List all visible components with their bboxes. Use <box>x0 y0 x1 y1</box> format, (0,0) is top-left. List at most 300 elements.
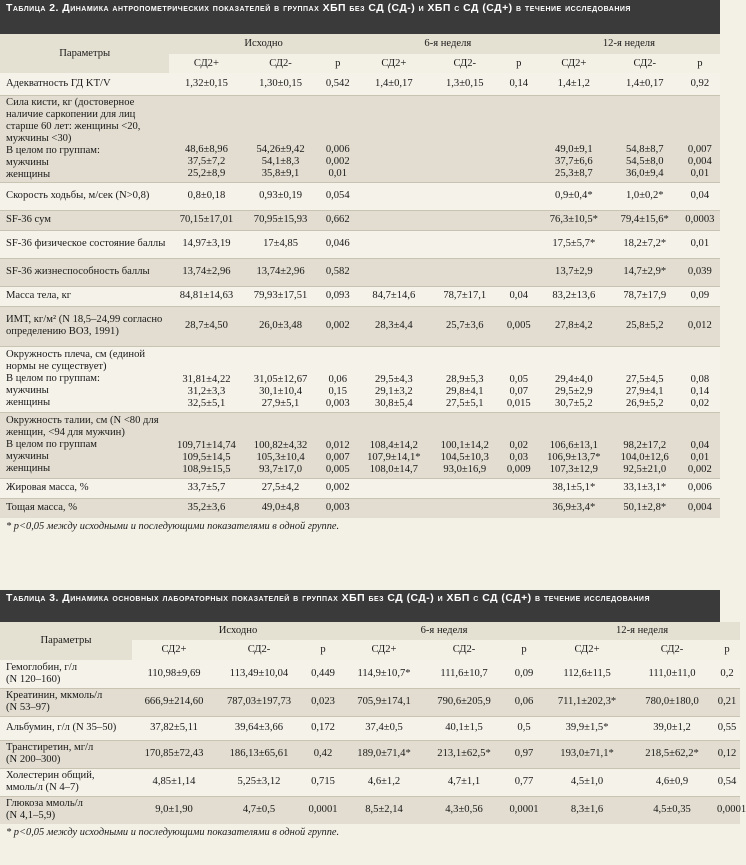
value: 0,004 <box>687 155 712 167</box>
value-cell <box>714 740 740 768</box>
value-cell <box>500 230 538 258</box>
table-row <box>0 796 740 824</box>
value: 0,0001 <box>717 804 746 816</box>
value: 105,3±10,4 <box>256 451 305 463</box>
value-cell <box>302 660 344 688</box>
value: 33,1±3,1* <box>623 482 667 493</box>
subcol-header: СД2- <box>430 54 500 73</box>
row-label-line: Альбумин, г/л (N 35–50) <box>6 722 117 733</box>
value-cell <box>318 230 358 258</box>
value: 112,6±11,5 <box>563 667 611 679</box>
value-cell <box>714 796 746 824</box>
value: 0,97 <box>514 748 534 759</box>
row-label <box>0 95 169 182</box>
value: 28,9±5,3 <box>445 373 484 385</box>
value-cell <box>344 740 424 768</box>
value: 32,5±5,1 <box>187 397 226 409</box>
value: 0,04 <box>690 439 710 451</box>
value: 170,85±72,43 <box>144 748 204 759</box>
value-cell <box>169 346 243 412</box>
value-cell <box>680 258 720 286</box>
value: 4,6±1,2 <box>367 776 401 787</box>
value: 0,005 <box>325 463 350 475</box>
value-cell <box>538 258 610 286</box>
value: 108,0±14,7 <box>369 463 418 475</box>
value: 40,1±1,5 <box>445 722 483 733</box>
value-cell <box>430 286 500 306</box>
value-cell <box>169 230 243 258</box>
row-label <box>0 478 169 498</box>
value-cell <box>424 660 504 688</box>
value-cell <box>169 182 243 210</box>
value-cell <box>504 688 544 716</box>
value-cell <box>538 286 610 306</box>
value: 111,0±11,0 <box>648 667 696 679</box>
value: 0,012 <box>687 320 712 331</box>
value: 37,4±0,5 <box>365 722 403 733</box>
table-2-body <box>0 73 720 518</box>
row-label <box>0 258 169 286</box>
value-cell <box>538 498 610 518</box>
row-label-line: Глюкоза ммоль/л <box>6 798 83 810</box>
value: 50,1±2,8* <box>623 502 667 514</box>
value-cell <box>538 412 610 478</box>
row-label-line: Окружность талии, см (N <80 для женщин, <94 для мужчин) <box>6 415 159 438</box>
value-cell <box>538 73 610 95</box>
value: 39,9±1,5* <box>565 722 609 733</box>
value-cell <box>630 796 714 824</box>
row-label-line: Сила кисти, кг (достоверное наличие саркопении для лиц старше 60 лет: женщины <20, мужчины <30) <box>6 96 141 144</box>
value-cell <box>318 498 358 518</box>
value: 0,12 <box>717 748 737 759</box>
table-row <box>0 478 720 498</box>
value: 106,9±13,7* <box>547 451 601 463</box>
value: 0,054 <box>325 190 350 201</box>
value-cell <box>244 412 318 478</box>
value-cell <box>430 73 500 95</box>
value: 113,49±10,04 <box>229 667 289 679</box>
value-cell <box>430 498 500 518</box>
row-label <box>0 412 169 478</box>
table-row <box>0 306 720 346</box>
value-cell <box>430 258 500 286</box>
value-cell <box>504 716 544 740</box>
value: 0,03 <box>509 451 529 463</box>
value: 8,3±1,6 <box>570 804 604 816</box>
row-label <box>0 286 169 306</box>
value-cell <box>680 182 720 210</box>
value: 84,7±14,6 <box>372 290 416 301</box>
value: 25,8±5,2 <box>625 320 664 331</box>
value-cell <box>318 95 358 182</box>
value: 0,01 <box>328 167 347 179</box>
value: 0,006 <box>325 143 350 155</box>
value-cell <box>318 306 358 346</box>
value: 0,449 <box>311 667 335 679</box>
table-3-body <box>0 660 746 824</box>
value: 0,004 <box>687 502 712 514</box>
value: 54,1±8,3 <box>261 155 300 167</box>
value: 30,7±5,2 <box>555 397 593 409</box>
value-cell <box>504 796 544 824</box>
value: 27,5±5,1 <box>445 397 484 409</box>
subcol-header: СД2+ <box>344 640 424 660</box>
value: 36,9±3,4* <box>552 502 596 514</box>
table-row <box>0 258 720 286</box>
value-cell <box>630 660 714 688</box>
value: 1,32±0,15 <box>184 77 228 89</box>
value: 38,1±5,1* <box>552 482 596 493</box>
value: 0,01 <box>690 451 710 463</box>
value: 4,7±1,1 <box>447 776 481 787</box>
value-cell <box>244 498 318 518</box>
value: 49,0±9,1 <box>555 143 593 155</box>
value-cell <box>302 716 344 740</box>
value-cell <box>610 258 680 286</box>
value-cell <box>216 740 302 768</box>
table-row <box>0 286 720 306</box>
value: 0,21 <box>717 696 737 707</box>
value: 26,9±5,2 <box>625 397 664 409</box>
value-cell <box>500 182 538 210</box>
value-cell <box>504 768 544 796</box>
value-cell <box>318 412 358 478</box>
value: 4,6±0,9 <box>655 776 689 787</box>
table-row <box>0 230 720 258</box>
value: 26,0±3,48 <box>259 320 302 331</box>
value: 0,09 <box>514 667 534 679</box>
value-cell <box>216 716 302 740</box>
value: 29,5±2,9 <box>555 385 593 397</box>
row-label <box>0 346 169 412</box>
value: 93,0±16,9 <box>443 463 487 475</box>
value: 28,7±4,50 <box>184 320 228 331</box>
value-cell <box>538 478 610 498</box>
value-cell <box>500 306 538 346</box>
value: 0,003 <box>325 502 350 514</box>
value: 107,9±14,1* <box>367 451 421 463</box>
value-cell <box>244 258 318 286</box>
row-label-line: Гемоглобин, г/л <box>6 661 78 673</box>
row-label-line: В целом по группам <box>6 439 97 450</box>
row-label <box>0 740 132 768</box>
value-cell <box>244 95 318 182</box>
value-cell <box>216 768 302 796</box>
subcol-header: СД2- <box>216 640 302 660</box>
value: 0,007 <box>687 143 712 155</box>
value: 787,03±197,73 <box>226 696 292 707</box>
value-cell <box>714 688 740 716</box>
value: 29,8±4,1 <box>445 385 484 397</box>
value: 0,015 <box>506 397 531 409</box>
table-row <box>0 688 740 716</box>
value-cell <box>358 286 430 306</box>
value-cell <box>424 716 504 740</box>
value: 27,9±5,1 <box>261 397 300 409</box>
value-cell <box>630 716 714 740</box>
value: 711,1±202,3* <box>557 696 617 707</box>
value: 0,01 <box>690 167 710 179</box>
table-3 <box>0 622 746 824</box>
value-cell <box>244 286 318 306</box>
value-cell <box>544 740 630 768</box>
value: 4,85±1,14 <box>152 776 196 787</box>
row-label-line: SF-36 жизнеспособность баллы <box>6 266 150 277</box>
value: 0,5 <box>517 722 531 733</box>
value: 108,4±14,2 <box>369 439 418 451</box>
value: 0,039 <box>687 266 712 277</box>
table-row <box>0 412 720 478</box>
value-cell <box>538 230 610 258</box>
row-label-line: женщины <box>6 397 51 408</box>
row-label-line: (N 120–160) <box>6 673 61 685</box>
value-cell <box>358 412 430 478</box>
value: 1,4±0,17 <box>625 77 664 89</box>
value: 0,05 <box>509 373 529 385</box>
value-cell <box>169 306 243 346</box>
value: 111,6±10,7 <box>440 667 488 679</box>
value-cell <box>344 768 424 796</box>
value-cell <box>302 768 344 796</box>
row-label <box>0 688 132 716</box>
value: 27,9±4,1 <box>625 385 664 397</box>
value: 0,582 <box>325 266 350 277</box>
value: 0,0001 <box>308 804 338 816</box>
value-cell <box>500 73 538 95</box>
row-label-line: Окружность плеча, см (единой нормы не существует) <box>6 349 146 372</box>
value-cell <box>244 306 318 346</box>
value-cell <box>430 478 500 498</box>
value: 98,2±17,2 <box>623 439 667 451</box>
value-cell <box>544 716 630 740</box>
value-cell <box>169 286 243 306</box>
table-2 <box>0 34 720 518</box>
table-row <box>0 768 740 796</box>
value: 0,002 <box>325 155 350 167</box>
value: 25,7±3,6 <box>445 320 484 331</box>
value-cell <box>344 688 424 716</box>
param-header: Параметры <box>0 34 169 73</box>
table-3-block <box>0 590 746 841</box>
row-label-line: ммоль/л (N 4–7) <box>6 782 79 793</box>
value: 31,2±3,3 <box>187 385 226 397</box>
value-cell <box>244 73 318 95</box>
subcol-header: СД2+ <box>538 54 610 73</box>
value: 35,8±9,1 <box>261 167 300 179</box>
value: 4,7±0,5 <box>242 804 276 816</box>
value: 0,9±0,4* <box>555 190 593 201</box>
value: 31,05±12,67 <box>253 373 308 385</box>
value: 0,003 <box>325 397 350 409</box>
value-cell <box>216 660 302 688</box>
value-cell <box>424 796 504 824</box>
subcol-header: p <box>714 640 740 660</box>
table-3-footnote: * p<0,05 между исходными и последующими показателями в одной группе. <box>0 824 720 841</box>
value-cell <box>430 182 500 210</box>
value-cell <box>358 210 430 230</box>
value-cell <box>132 796 216 824</box>
row-label-line: мужчины <box>6 156 49 168</box>
value: 0,006 <box>687 482 712 493</box>
row-label <box>0 498 169 518</box>
value-cell <box>610 182 680 210</box>
value: 0,542 <box>325 77 350 89</box>
value: 0,42 <box>313 748 333 759</box>
value-cell <box>318 210 358 230</box>
value-cell <box>500 478 538 498</box>
row-label-line: женщины <box>6 168 51 180</box>
value: 83,2±13,6 <box>552 290 596 301</box>
value: 193,0±71,1* <box>560 748 614 759</box>
subcol-header: СД2+ <box>358 54 430 73</box>
value-cell <box>500 210 538 230</box>
value-cell <box>318 73 358 95</box>
value: 33,7±5,7 <box>187 482 226 493</box>
row-label <box>0 306 169 346</box>
value: 18,2±7,2* <box>623 238 667 249</box>
value: 0,012 <box>325 439 350 451</box>
value: 79,4±15,6* <box>620 214 669 225</box>
value: 0,093 <box>325 290 350 301</box>
value: 37,5±7,2 <box>187 155 226 167</box>
value-cell <box>504 740 544 768</box>
value: 30,1±10,4 <box>259 385 302 397</box>
value-cell <box>318 478 358 498</box>
value: 13,7±2,9 <box>555 266 593 277</box>
value: 100,1±14,2 <box>440 439 489 451</box>
subcol-header: СД2+ <box>169 54 243 73</box>
value: 104,5±10,3 <box>440 451 489 463</box>
value-cell <box>538 306 610 346</box>
value-cell <box>358 258 430 286</box>
value-cell <box>680 346 720 412</box>
value: 76,3±10,5* <box>549 214 598 225</box>
period-header: 6-я неделя <box>344 622 544 640</box>
value-cell <box>344 660 424 688</box>
subcol-header: p <box>318 54 358 73</box>
value: 1,3±0,15 <box>445 77 484 89</box>
value: 35,2±3,6 <box>187 502 226 514</box>
value: 37,7±6,6 <box>555 155 593 167</box>
row-label-line: мужчины <box>6 451 49 462</box>
value: 0,023 <box>311 696 335 707</box>
row-label-line: Транстиретин, мг/л <box>6 742 94 753</box>
value: 54,26±9,42 <box>256 143 305 155</box>
table-row <box>0 346 720 412</box>
row-label-line: (N 4,1–5,9) <box>6 810 56 822</box>
value-cell <box>680 286 720 306</box>
value-cell <box>358 478 430 498</box>
value: 108,9±15,5 <box>182 463 231 475</box>
value-cell <box>430 346 500 412</box>
value: 28,3±4,4 <box>375 320 413 331</box>
value: 218,5±62,2* <box>645 748 699 759</box>
value-cell <box>680 73 720 95</box>
value: 27,5±4,5 <box>625 373 664 385</box>
value: 25,2±8,9 <box>187 167 226 179</box>
row-label-line: Жировая масса, % <box>6 482 89 493</box>
value-cell <box>714 716 740 740</box>
row-label <box>0 210 169 230</box>
subcol-header: СД2+ <box>544 640 630 660</box>
value-cell <box>358 230 430 258</box>
value: 0,02 <box>690 397 710 409</box>
subcol-header: p <box>500 54 538 73</box>
value: 0,93±0,19 <box>259 190 302 201</box>
value: 4,3±0,56 <box>445 804 483 816</box>
value-cell <box>500 412 538 478</box>
value: 5,25±3,12 <box>237 776 281 787</box>
table-2-footnote: * p<0,05 между исходными и последующими показателями в одной группе. <box>0 518 720 535</box>
value-cell <box>169 412 243 478</box>
row-label-line: Адекватность ГД KT/V <box>6 77 111 89</box>
value: 29,5±4,3 <box>375 373 413 385</box>
row-label <box>0 73 169 95</box>
value: 92,5±21,0 <box>623 463 667 475</box>
value: 0,92 <box>690 77 710 89</box>
value: 0,009 <box>506 463 531 475</box>
value: 0,002 <box>325 482 350 493</box>
value: 0,007 <box>325 451 350 463</box>
value: 14,97±3,19 <box>182 238 231 249</box>
value: 0,06 <box>514 696 534 707</box>
value-cell <box>216 796 302 824</box>
value-cell <box>610 95 680 182</box>
table-row <box>0 95 720 182</box>
value: 0,04 <box>509 290 529 301</box>
value: 0,662 <box>325 214 350 225</box>
value-cell <box>244 182 318 210</box>
value: 0,15 <box>328 385 347 397</box>
value: 666,9±214,60 <box>144 696 204 707</box>
row-label-line: (N 200–300) <box>6 754 61 765</box>
value: 705,9±174,1 <box>357 696 411 707</box>
value-cell <box>424 740 504 768</box>
value: 36,0±9,4 <box>625 167 664 179</box>
value: 27,8±4,2 <box>555 320 593 331</box>
value-cell <box>610 478 680 498</box>
value: 780,0±180,0 <box>645 696 699 707</box>
value-cell <box>538 210 610 230</box>
value: 1,4±0,17 <box>375 77 413 89</box>
value: 189,0±71,4* <box>357 748 411 759</box>
row-label <box>0 796 132 824</box>
value-cell <box>216 688 302 716</box>
value-cell <box>358 73 430 95</box>
value: 0,0003 <box>685 214 715 225</box>
table-row <box>0 660 740 688</box>
value: 0,54 <box>717 776 737 787</box>
value-cell <box>430 306 500 346</box>
table-row <box>0 182 720 210</box>
value: 0,04 <box>690 190 710 201</box>
value-cell <box>169 95 243 182</box>
value: 0,002 <box>325 320 350 331</box>
value: 0,07 <box>509 385 529 397</box>
value: 0,002 <box>687 463 712 475</box>
value-cell <box>430 95 500 182</box>
value-cell <box>630 740 714 768</box>
value: 54,8±8,7 <box>625 143 664 155</box>
value: 13,74±2,96 <box>256 266 305 277</box>
value-cell <box>302 688 344 716</box>
row-label-line: Тощая масса, % <box>6 502 78 514</box>
value: 39,64±3,66 <box>234 722 284 733</box>
value-cell <box>680 412 720 478</box>
subcol-header: СД2- <box>424 640 504 660</box>
value-cell <box>169 498 243 518</box>
value-cell <box>344 716 424 740</box>
